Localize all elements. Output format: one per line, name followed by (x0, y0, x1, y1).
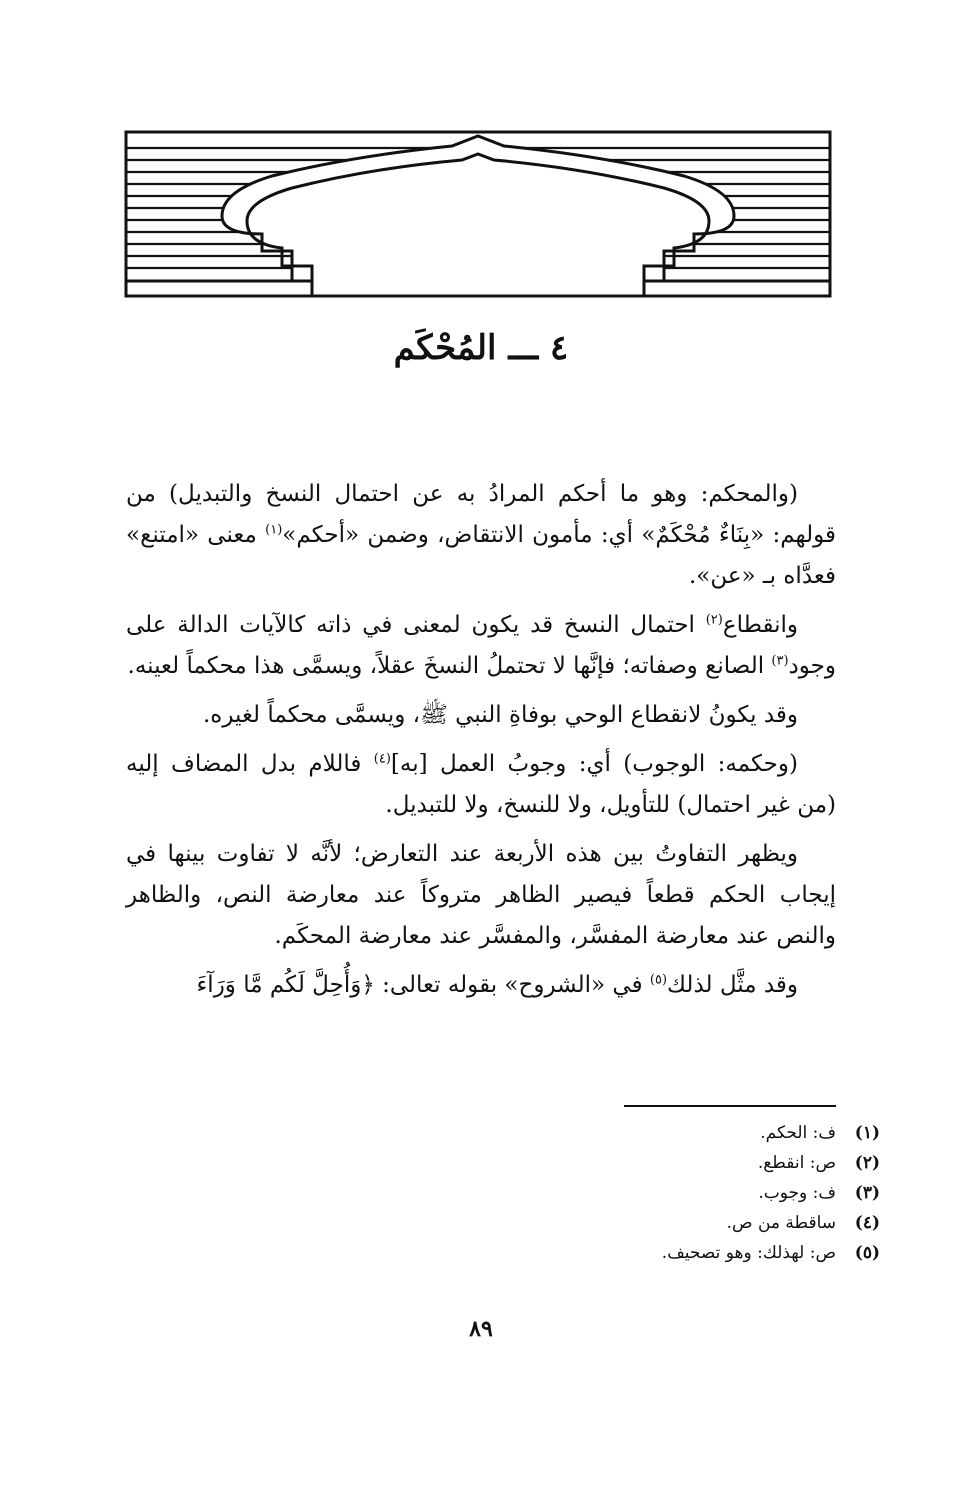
footnote-number: (٣) (854, 1183, 880, 1203)
paragraph-text: (والمحكم: وهو ما أحكم المرادُ به عن احتمال النسخ والتبديل) من قولهم: «بِنَاءٌ مُحْكَمٌ» أي: مأمون الانتقاض، وضمن «أحكم» (126, 481, 836, 548)
chapter-title: ٤ ـــ المُحْكَم (393, 328, 569, 368)
paragraph-text: احتمال النسخ قد يكون لمعنى في ذاته كالآيات الدالة على وجود (126, 612, 836, 679)
paragraph (126, 834, 836, 957)
footnote-reference: (٣) (771, 653, 789, 669)
footnote-number: (١) (854, 1123, 880, 1143)
main-text (126, 474, 836, 1014)
paragraph-text: وانقطاع (722, 612, 798, 638)
footnote-text: ف: الحكم. (760, 1123, 836, 1143)
footnote-text: ص: انقطع. (757, 1153, 836, 1173)
paragraph-text: فاللام بدل المضاف إليه (من غير احتمال) للتأويل، ولا للنسخ، ولا للتبديل. (126, 751, 836, 818)
paragraph (126, 744, 836, 826)
footnote-item (400, 1238, 880, 1268)
paragraph (126, 474, 836, 597)
footnote-reference: (٤) (373, 751, 391, 767)
paragraph-text: الصانع وصفاته؛ فإنَّها لا تحتملُ النسخَ عقلاً، ويسمَّى هذا محكماً لعينه. (127, 653, 772, 679)
footnote-text: ص: لهذلك: وهو تصحيف. (661, 1243, 836, 1263)
footnote-reference: (٢) (705, 612, 723, 628)
footnote-item (400, 1148, 880, 1178)
footnote-item (400, 1118, 880, 1148)
footnotes-list (400, 1118, 880, 1268)
footnote-text: ف: وجوب. (758, 1183, 836, 1203)
paragraph (126, 965, 836, 1006)
footnote-number: (٥) (854, 1243, 880, 1263)
footnote-reference: (٥) (649, 972, 668, 988)
footnote-number: (٤) (854, 1213, 880, 1233)
page-number: ٨٩ (469, 1316, 493, 1342)
footnote-text: ساقطة من ص. (726, 1213, 836, 1233)
paragraph-text: وقد يكونُ لانقطاع الوحي بوفاةِ النبي ﷺ، ويسمَّى محكماً لغيره. (202, 702, 798, 728)
paragraph (126, 605, 836, 687)
paragraph-text: معنى «امتنع» فعدَّاه بـ «عن». (126, 522, 836, 589)
paragraph-text: ويظهر التفاوتُ بين هذه الأربعة عند التعارض؛ لأنَّه لا تفاوت بينها في إيجاب الحكم قطعاً فيصير الظاهر متروكاً عند معارضة النص، والظاهر والنص عند معارضة المفسَّر، والمفسَّر عند معارضة المحكَم. (126, 841, 836, 949)
footnote-item (400, 1178, 880, 1208)
paragraph-text: في «الشروح» بقوله تعالى: ﴿وَأُحِلَّ لَكُم مَّا وَرَآءَ (196, 972, 650, 998)
footnote-divider (624, 1105, 836, 1107)
footnote-number: (٢) (854, 1153, 880, 1173)
paragraph-text: وقد مثَّل لذلك (667, 972, 798, 998)
footnote-item (400, 1208, 880, 1238)
paragraph-text: (وحكمه: الوجوب) أي: وجوبُ العمل [به] (390, 751, 798, 777)
footnote-reference: (١) (265, 522, 283, 538)
header-ornament (122, 126, 834, 302)
paragraph (126, 695, 836, 736)
